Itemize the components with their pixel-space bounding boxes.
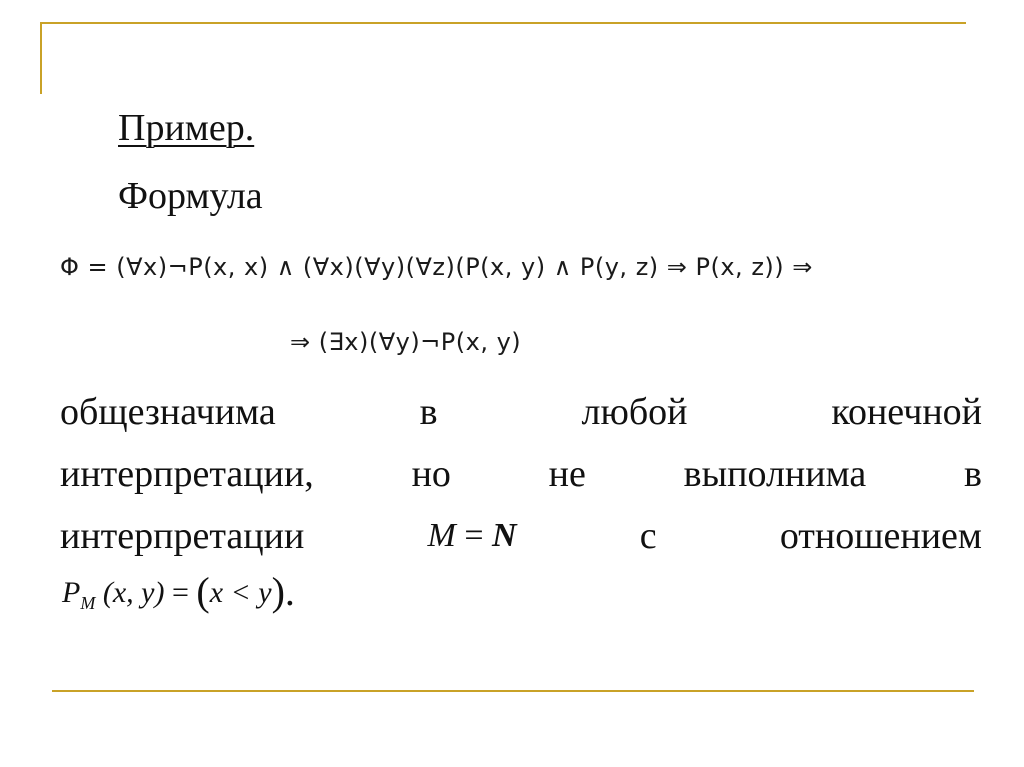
math-n: N (492, 517, 517, 554)
paragraph-word: любой (581, 391, 688, 433)
formula-line-1: Φ = (∀x)¬P(x, x) ∧ (∀x)(∀y)(∀z)(P(x, y) ∧ P(y, z) ⇒ P(x, z)) ⇒ (60, 253, 813, 281)
paragraph-word: общезначима (60, 391, 276, 433)
paragraph-word: выполнима (683, 453, 867, 495)
top-rule (40, 22, 966, 24)
relation-args: (x, y) (102, 576, 165, 609)
formula-line-2: ⇒ (∃x)(∀y)¬P(x, y) (290, 328, 522, 356)
paragraph-word: интерпретации (60, 515, 305, 557)
math-equals: = (464, 517, 484, 554)
relation-body: x < y (209, 576, 272, 609)
paragraph-word: в (964, 453, 982, 495)
paragraph-word: но (411, 453, 451, 495)
formula-label: Формула (118, 175, 263, 217)
relation-p: P (62, 576, 81, 609)
paragraph-line-3 (60, 512, 982, 560)
relation-equals: = (171, 576, 189, 609)
paragraph-line-1 (60, 388, 982, 436)
relation-open-paren: ( (196, 569, 210, 614)
paragraph-word: не (548, 453, 586, 495)
bottom-rule (52, 690, 974, 692)
paragraph-word: конечной (831, 391, 982, 433)
example-heading: Пример. (118, 107, 255, 149)
relation-subscript: M (80, 593, 96, 613)
paragraph-word: с (639, 515, 657, 557)
math-m: M (427, 517, 456, 554)
inline-math-m-equals-n (427, 512, 516, 560)
left-rule (40, 22, 42, 94)
paragraph-word: интерпретации, (60, 453, 314, 495)
paragraph-word: в (419, 391, 438, 433)
paragraph-line-2 (60, 450, 982, 498)
relation-close-paren: ). (271, 569, 295, 614)
paragraph-word: отношением (779, 515, 982, 557)
relation-definition (62, 570, 295, 625)
